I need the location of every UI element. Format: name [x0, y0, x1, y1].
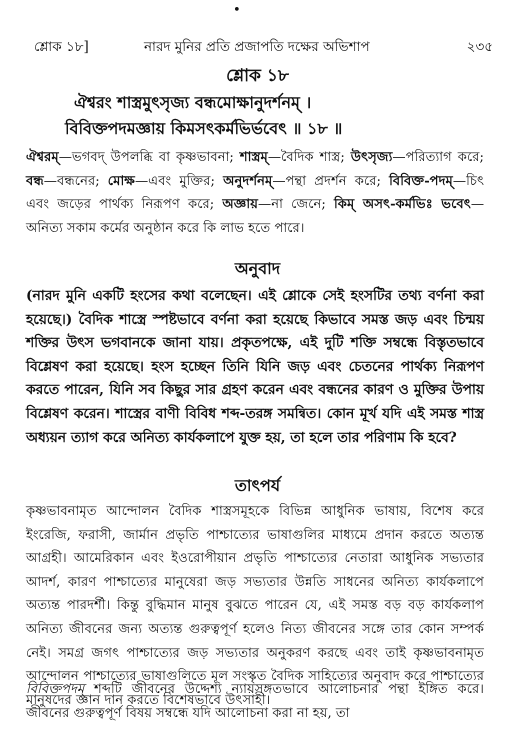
synonym-meaning: —চিৎ এবং জড়ের পার্থক্য নিরূপণ করে; — [26, 173, 485, 213]
purport-term: বিবিক্তপদম্ — [26, 682, 85, 697]
synonym-term: শাস্ত্রম্ — [239, 150, 268, 165]
running-header — [34, 38, 493, 56]
purport-text: শব্দটি জীবনের উদ্দেশ্য ন্যায়সঙ্গতভাবে আলোচনার পন্থা ইঙ্গিত করে। জীবনের গুরুত্বপূর্ণ বিষয় সম্বন্ধে যদি আলোচনা করা না হয়, তা — [26, 682, 484, 721]
verse-line-1: ঐশ্বরং শাস্ত্রমুৎসৃজ্য বন্ধমোক্ষানুদর্শনম্ । — [74, 93, 312, 112]
synonym-meaning: —ভগবদ্ উপলব্ধি বা কৃষ্ণভাবনা; — [58, 150, 240, 165]
page-number: ২৩৫ — [466, 39, 493, 55]
synonym-term: উৎসৃজ্য — [350, 150, 393, 165]
purport-paragraph-1: কৃষ্ণভাবনামৃত আন্দোলন বৈদিক শাস্ত্রসমূহকে বিভিন্ন আধুনিক ভাষায়, বিশেষ করে ইংরেজি, ফরাসী, জার্মান প্রভৃতি পাশ্চাত্যের ভাষাগুলির মাধ্যমে প্রদান করতে অত্যন্ত আগ্রহী। আমেরিকান এবং ইওরোপীয়ান প্রভৃতি পাশ্চাত্যের নেতারা আধুনিক সভ্যতার আদর্শ, কারণ পাশ্চাত্যের মানুষেরা জড় সভ্যতার উন্নতি সাধনের অনিত্য কার্যকলাপে অত্যন্ত পারদর্শী। কিন্তু বুদ্ধিমান মানুষ বুঝতে পারেন যে, এই সমস্ত বড় বড় কার্যকলাপ অনিত্য জীবনের জন্য অত্যন্ত গুরুত্বপূর্ণ হলেও নিত্য জীবনের সঙ্গে তার কোন সম্পর্ক নেই। সমগ্র জগৎ পাশ্চাত্যের জড় সভ্যতার অনুকরণ করছে এবং তাই কৃষ্ণভাবনামৃত আন্দোলন পাশ্চাত্যের ভাষাগুলিতে মূল সংস্কৃত বৈদিক সাহিত্যের অনুবাদ করে পাশ্চাত্যের মানুষদের জ্ঞান দান করতে বিশেষভাবে উৎসাহী। — [26, 504, 484, 708]
verse-label: শ্লোক ১৮ — [226, 66, 289, 86]
synonym-term: মোক্ষ — [107, 173, 135, 189]
purport-paragraph-2 — [26, 678, 484, 725]
verse-line-2: বিবিক্তপদমজ্ঞায় কিমসৎকর্মভির্ভবেৎ ॥ ১৮ ॥ — [65, 119, 343, 138]
synonym-meaning: —অনিত্য সকাম কর্মের অনুষ্ঠান করে কি লাভ হতে পারে। — [26, 197, 484, 236]
synonym-term: ঐশ্বরম্ — [26, 150, 59, 165]
synonym-term: কিম্ অসৎ-কর্মভিঃ ভবেৎ — [334, 197, 471, 213]
synonym-term: বিবিক্ত-পদম্ — [389, 173, 453, 189]
translation-text: (নারদ মুনি একটি হংসের কথা বলেছেন। এই শ্লোকে সেই হংসটির তথ্য বর্ণনা করা হয়েছে।) বৈদিক শাস্ত্রে স্পষ্টভাবে বর্ণনা করা হয়েছে কিভাবে সমস্ত জড় এবং চিন্ময় শক্তির উৎস ভগবানকে জানা যায়। প্রকৃতপক্ষে, এই দুটি শক্তি সম্বন্ধে বিস্তৃতভাবে বিশ্লেষণ করা হয়েছে। হংস হচ্ছেন তিনি যিনি জড় এবং চেতনের পার্থক্য নিরূপণ করতে পারেন, যিনি সব কিছুর সার গ্রহণ করেন এবং বন্ধনের কারণ ও মুক্তির উপায় বিশ্লেষণ করেন। শাস্ত্রের বাণী বিবিধ শব্দ-তরঙ্গ সমন্বিত। কোন মূর্খ যদি এই সমস্ত শাস্ত্র অধ্যয়ন ত্যাগ করে অনিত্য কার্যকলাপে যুক্ত হয়, তা হলে তার পরিণাম কি হবে? — [26, 288, 484, 446]
synonym-meaning: —বৈদিক শাস্ত্র; — [267, 150, 351, 165]
synonym-term: বন্ধ — [26, 173, 44, 189]
synonym-term: অনুদর্শনম্ — [223, 173, 273, 189]
synonym-meaning: —এবং মুক্তির; — [134, 173, 224, 189]
page-mark: • — [233, 3, 241, 18]
synonym-term: অজ্ঞায় — [222, 197, 259, 213]
word-for-word-synonyms — [26, 146, 484, 240]
synonym-meaning: —পন্থা প্রদর্শন করে; — [272, 173, 390, 189]
synonym-meaning: —বন্ধনের; — [43, 173, 108, 189]
purport-heading: তাৎপর্য — [234, 476, 281, 495]
header-chapter-title: নারদ মুনির প্রতি প্রজাপতি দক্ষের অভিশাপ — [144, 39, 370, 55]
header-verse-ref: শ্লোক ১৮] — [34, 39, 89, 55]
synonym-meaning: —না জেনে; — [258, 197, 335, 213]
synonym-meaning: —পরিত্যাগ করে; — [392, 150, 484, 165]
translation-heading: অনুবাদ — [234, 259, 281, 278]
